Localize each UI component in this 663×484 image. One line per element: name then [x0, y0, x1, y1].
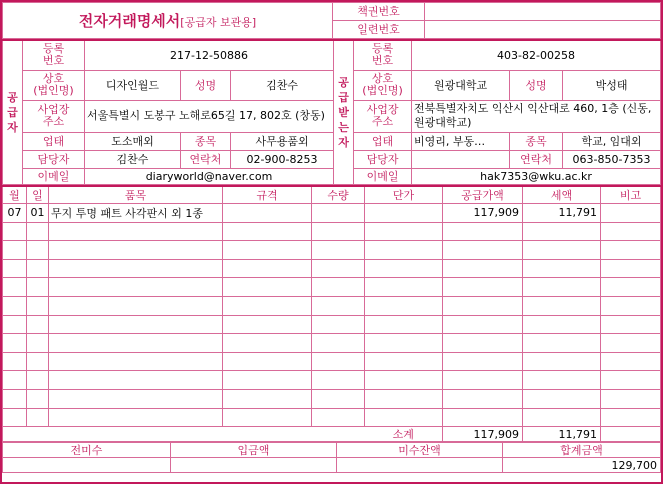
item-unit-price [365, 296, 443, 315]
item-month [3, 389, 27, 408]
item-unit-price [365, 222, 443, 241]
item-remark [601, 296, 661, 315]
item-row [3, 222, 661, 241]
item-day [27, 278, 49, 297]
item-unit-price [365, 408, 443, 427]
receiver-name-label: 성명 [510, 70, 563, 100]
item-item [49, 408, 223, 427]
supplier-name: 김찬수 [231, 70, 334, 100]
item-item [49, 389, 223, 408]
item-unit-price [365, 352, 443, 371]
prev-unpaid-value [3, 458, 171, 473]
item-month [3, 259, 27, 278]
supplier-address-label: 사업장 주소 [23, 100, 85, 132]
item-month [3, 371, 27, 390]
receiver-address: 전북특별자치도 익산시 익산대로 460, 1층 (신동, 원광대학교) [412, 100, 661, 132]
item-remark [601, 241, 661, 260]
item-tax: 11,791 [523, 204, 601, 223]
supplier-manager-label: 담당자 [23, 150, 85, 168]
col-item: 품목 [49, 186, 223, 204]
receiver-biz-type: 비영리, 부동… [412, 132, 510, 150]
item-supply [443, 296, 523, 315]
item-month [3, 408, 27, 427]
item-qty [312, 334, 365, 353]
book-no-label: 책권번호 [333, 3, 425, 21]
supplier-biz-item: 사무용품외 [231, 132, 334, 150]
col-spec: 규격 [223, 186, 312, 204]
item-item [49, 296, 223, 315]
item-tax [523, 371, 601, 390]
item-day [27, 241, 49, 260]
supplier-name-label: 성명 [181, 70, 231, 100]
receiver-phone: 063-850-7353 [563, 150, 661, 168]
supplier-biz-type-label: 업태 [23, 132, 85, 150]
item-tax [523, 241, 601, 260]
item-row [3, 296, 661, 315]
item-supply: 117,909 [443, 204, 523, 223]
item-month [3, 241, 27, 260]
supplier-company: 디자인월드 [85, 70, 181, 100]
item-qty [312, 204, 365, 223]
receiver-manager-label: 담당자 [354, 150, 412, 168]
item-row [3, 352, 661, 371]
item-qty [312, 389, 365, 408]
item-row [3, 408, 661, 427]
deposit-value [171, 458, 337, 473]
receiver-email-label: 이메일 [354, 168, 412, 184]
item-supply [443, 259, 523, 278]
item-row [3, 389, 661, 408]
item-item [49, 222, 223, 241]
item-tax [523, 296, 601, 315]
item-row [3, 334, 661, 353]
supplier-phone: 02-900-8253 [231, 150, 334, 168]
item-qty [312, 315, 365, 334]
item-unit-price [365, 389, 443, 408]
serial-no-label: 일련번호 [333, 21, 425, 39]
receiver-side-label: 공 급 받 는 자 [334, 40, 354, 185]
supplier-biz-type: 도소매외 [85, 132, 181, 150]
title-block [2, 2, 661, 39]
col-unit-price: 단가 [365, 186, 443, 204]
item-spec [223, 389, 312, 408]
supplier-email: diaryworld@naver.com [85, 168, 334, 184]
footer-totals [2, 442, 661, 473]
item-qty [312, 352, 365, 371]
supplier-manager: 김찬수 [85, 150, 181, 168]
item-month [3, 296, 27, 315]
item-item [49, 241, 223, 260]
item-unit-price [365, 278, 443, 297]
item-item [49, 278, 223, 297]
receiver-name: 박성태 [563, 70, 661, 100]
item-month [3, 315, 27, 334]
receiver-email: hak7353@wku.ac.kr [412, 168, 661, 184]
supplier-side-label: 공 급 자 [3, 40, 23, 185]
book-no-value [425, 3, 661, 21]
item-spec [223, 222, 312, 241]
item-remark [601, 389, 661, 408]
item-day [27, 352, 49, 371]
receiver-address-label: 사업장 주소 [354, 100, 412, 132]
total-label: 합계금액 [503, 443, 661, 458]
supplier-phone-label: 연락처 [181, 150, 231, 168]
item-supply [443, 334, 523, 353]
item-qty [312, 408, 365, 427]
col-qty: 수량 [312, 186, 365, 204]
subtotal-supply: 117,909 [443, 427, 523, 442]
receiver-reg-no-label: 등록 번호 [354, 40, 412, 70]
item-qty [312, 278, 365, 297]
item-item: 무지 투명 패트 사각판시 외 1종 [49, 204, 223, 223]
item-month [3, 334, 27, 353]
item-remark [601, 259, 661, 278]
supplier-email-label: 이메일 [23, 168, 85, 184]
receiver-company-label: 상호 (법인명) [354, 70, 412, 100]
supplier-reg-no-label: 등록 번호 [23, 40, 85, 70]
item-spec [223, 334, 312, 353]
document-title [3, 3, 333, 39]
item-row [3, 315, 661, 334]
item-tax [523, 315, 601, 334]
item-remark [601, 408, 661, 427]
col-month: 월 [3, 186, 27, 204]
item-qty [312, 241, 365, 260]
item-remark [601, 204, 661, 223]
subtotal-row [3, 427, 661, 442]
col-supply: 공급가액 [443, 186, 523, 204]
balance-value [337, 458, 503, 473]
serial-no-value [425, 21, 661, 39]
parties-block [2, 39, 661, 185]
item-day [27, 315, 49, 334]
item-remark [601, 278, 661, 297]
item-unit-price [365, 334, 443, 353]
item-supply [443, 352, 523, 371]
item-day: 01 [27, 204, 49, 223]
item-spec [223, 241, 312, 260]
item-qty [312, 296, 365, 315]
receiver-biz-type-label: 업태 [354, 132, 412, 150]
item-remark [601, 334, 661, 353]
item-day [27, 371, 49, 390]
item-supply [443, 278, 523, 297]
supplier-company-label: 상호 (법인명) [23, 70, 85, 100]
item-remark [601, 222, 661, 241]
item-unit-price [365, 371, 443, 390]
item-spec [223, 259, 312, 278]
item-month [3, 352, 27, 371]
item-remark [601, 371, 661, 390]
item-supply [443, 315, 523, 334]
item-month [3, 278, 27, 297]
receiver-phone-label: 연락처 [510, 150, 563, 168]
item-remark [601, 352, 661, 371]
subtotal-tax: 11,791 [523, 427, 601, 442]
supplier-address: 서울특별시 도봉구 노해로65길 17, 802호 (창동) [85, 100, 334, 132]
item-supply [443, 222, 523, 241]
receiver-reg-no: 403-82-00258 [412, 40, 661, 70]
item-spec [223, 296, 312, 315]
item-month: 07 [3, 204, 27, 223]
item-unit-price [365, 315, 443, 334]
item-day [27, 389, 49, 408]
item-supply [443, 408, 523, 427]
item-row [3, 371, 661, 390]
item-day [27, 222, 49, 241]
item-tax [523, 222, 601, 241]
items-table [2, 185, 661, 442]
item-row [3, 259, 661, 278]
item-row [3, 204, 661, 223]
item-unit-price [365, 204, 443, 223]
balance-label: 미수잔액 [337, 443, 503, 458]
item-spec [223, 315, 312, 334]
item-spec [223, 204, 312, 223]
item-qty [312, 371, 365, 390]
item-item [49, 259, 223, 278]
item-row [3, 278, 661, 297]
item-spec [223, 352, 312, 371]
item-day [27, 334, 49, 353]
item-unit-price [365, 241, 443, 260]
item-qty [312, 259, 365, 278]
item-supply [443, 241, 523, 260]
supplier-reg-no: 217-12-50886 [85, 40, 334, 70]
item-row [3, 241, 661, 260]
item-tax [523, 334, 601, 353]
receiver-biz-item-label: 종목 [510, 132, 563, 150]
item-item [49, 334, 223, 353]
subtotal-label: 소계 [365, 427, 443, 442]
title-subtitle: [공급자 보관용] [180, 16, 257, 29]
item-tax [523, 259, 601, 278]
title-text: 전자거래명세서 [78, 12, 181, 30]
item-tax [523, 278, 601, 297]
col-remark: 비고 [601, 186, 661, 204]
supplier-biz-item-label: 종목 [181, 132, 231, 150]
item-spec [223, 278, 312, 297]
item-supply [443, 371, 523, 390]
item-month [3, 222, 27, 241]
deposit-label: 입금액 [171, 443, 337, 458]
item-item [49, 315, 223, 334]
item-day [27, 259, 49, 278]
item-unit-price [365, 259, 443, 278]
col-day: 일 [27, 186, 49, 204]
item-day [27, 296, 49, 315]
item-spec [223, 371, 312, 390]
item-spec [223, 408, 312, 427]
receiver-manager [412, 150, 510, 168]
item-tax [523, 408, 601, 427]
item-day [27, 408, 49, 427]
item-qty [312, 222, 365, 241]
total-value: 129,700 [503, 458, 661, 473]
item-supply [443, 389, 523, 408]
col-tax: 세액 [523, 186, 601, 204]
item-remark [601, 315, 661, 334]
item-tax [523, 352, 601, 371]
receiver-company: 원광대학교 [412, 70, 510, 100]
item-tax [523, 389, 601, 408]
prev-unpaid-label: 전미수 [3, 443, 171, 458]
receiver-biz-item: 학교, 임대외 [563, 132, 661, 150]
item-item [49, 371, 223, 390]
item-item [49, 352, 223, 371]
